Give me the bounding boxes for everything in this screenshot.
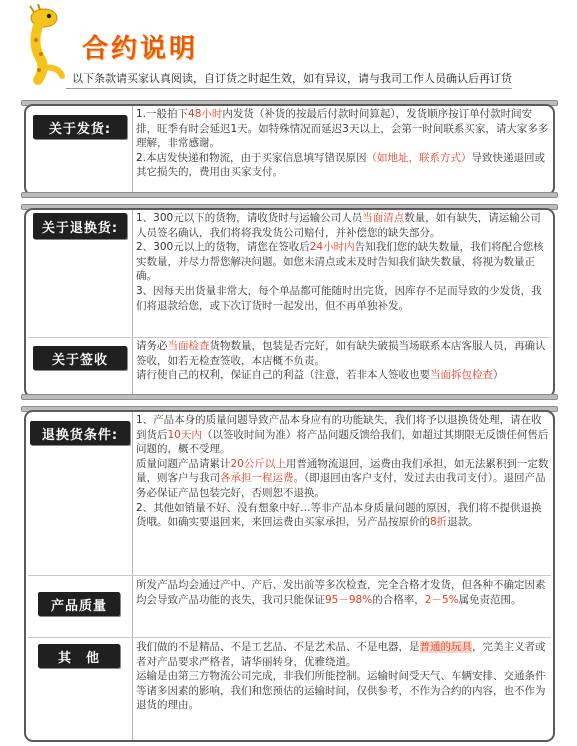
signing-label: 关于签收 bbox=[33, 346, 127, 370]
other-text: 我们做的不是精品、不是工艺品、不是艺术品、不是电器，是普通的玩具，完美主义者或者对产品要求严格者，请华丽转身，优雅绕道。 运输是由第三方物流公司完成，非我们所能控制。运输时间受天气、车辆安排、交通条件等诸多因素的影响，我们和您预估的运输时间，仅供参考，不作为合约的内容，也不作为退货的理由。 bbox=[136, 641, 546, 712]
page-header bbox=[0, 0, 577, 86]
column-divider bbox=[132, 106, 133, 194]
shipping-panel bbox=[24, 104, 555, 196]
returns-panel bbox=[24, 208, 555, 398]
page-subtitle: 以下条款请买家认真阅读，自订货之时起生效，如有异议，请与我司工作人员确认后再订货 bbox=[72, 72, 512, 85]
signing-text: 请务必当面检查货物数量，包装是否完好，如有缺失破损当场联系本店客服人员，再确认签收，如若无检查签收，本店概不负责。 请行使自己的权利，保证自己的利益（注意，若非本人签收也要当面拆包检查） bbox=[136, 340, 546, 382]
row-divider bbox=[28, 337, 551, 338]
other-label: 其 他 bbox=[38, 644, 120, 668]
header-divider bbox=[66, 88, 512, 89]
panel-bottom-bar bbox=[21, 394, 558, 400]
returns-text: 1、300元以下的货物，请收货时与运输公司人员当面清点数量，如有缺失，请运输公司人员签名确认，我们将将我发货公司赔付，并补偿您的缺失部分。 2、300元以上的货物，请您在签收后24小时内告知我们您的缺失数量，我们将配合您核实数量，并尽力帮您解决问题。如您未清点或未及时告知我们缺失数量，将视为数量正确。 3、因每天出货量非常大，每个单品都可能随时出完货，因库存不足而导致的少发货，我们将退款给您，或下次订货时一起发出，但不再单独补发。 bbox=[136, 212, 544, 312]
conditions-label: 退换货条件: bbox=[30, 421, 130, 445]
column-divider bbox=[132, 412, 133, 740]
shipping-text: 1.一般拍下48小时内发货（补货的按最后付款时间算起），发货顺序按订单付款时间安排，旺季有时会延迟1天。如特殊情况而延迟3天以上，会第一时间联系买家，请大家多多理解，非常感谢。 2.本店发快递和物流，由于买家信息填写错误原因（如地址，联系方式）导致快递退回或其它损失的，费用由买家支付。 bbox=[136, 108, 549, 179]
row-divider bbox=[28, 637, 551, 638]
page-title: 合约说明 bbox=[82, 34, 199, 64]
giraffe-mascot-icon bbox=[14, 4, 76, 86]
conditions-text: 1、产品本身的质量问题导致产品本身应有的功能缺失，我们将予以退换货处理，请在收到货后10天内（以签收时间为准）将产品问题反馈给我们，如超过其期限无反馈任何售后问题的，概不受理。 质量问题产品请累计20公斤以上用普通物流退回，运费由我们承担，如无法累积到一定数量，则客户与我司各承担一程运费。（即退回由客户支付，发过去由我司支付）。退回产品务必保证产品包装完好，否则恕不退换。 2、其他如销量不好、没有想象中好…等非产品本身质量问题的原因，我们将不提供退换货哦。如确实要退回来，来回运费由买家承担，另产品按原价的8折退款。 bbox=[136, 414, 549, 529]
row-divider bbox=[28, 575, 551, 576]
conditions-panel bbox=[24, 410, 555, 742]
returns-label: 关于退换货: bbox=[33, 213, 127, 239]
quality-text: 所发产品均会通过产中、产后、发出前等多次检查，完全合格才发货，但各种不确定因素均会导致产品功能的丧失，我司只能保证95－98%的合格率，2－5%属免责范围。 bbox=[136, 579, 546, 606]
quality-label: 产品质量 bbox=[38, 592, 120, 616]
shipping-label: 关于发货: bbox=[33, 115, 127, 139]
panel-bottom-bar bbox=[21, 192, 558, 198]
column-divider bbox=[132, 210, 133, 396]
